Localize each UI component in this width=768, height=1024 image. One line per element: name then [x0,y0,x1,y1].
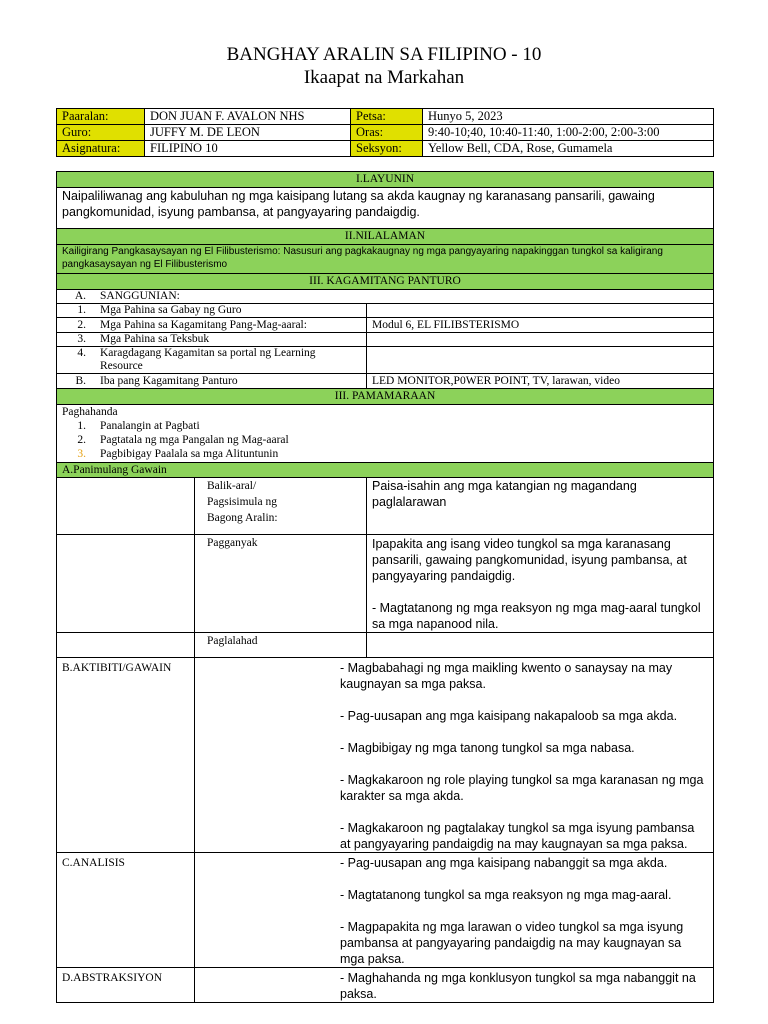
info-row [57,141,714,157]
nilalaman-text: Kailigirang Pangkasaysayan ng El Filibusterismo: Nasusuri ang pagkakaugnay ng mga pangyayaring napakinggan tungkol sa kaligirang pangkasaysayan ng El Filibusterismo [57,245,714,274]
item-value [367,333,714,347]
kagamitan-item [57,304,367,318]
kagamitan-item [57,318,367,333]
item-number: 3. [77,333,86,345]
paghahanda-label: Paghahanda [62,406,118,418]
item-label: Iba pang Kagamitang Panturo [100,375,238,387]
oras-label: Oras: [351,125,423,141]
sanggunian-letter: A. [74,290,86,302]
aktibiti-paragraph: - Pag-uusapan ang mga kaisipang nakapaloob sa mga akda. [340,709,678,723]
paaralan-value: DON JUAN F. AVALON NHS [145,109,351,125]
oras-value: 9:40-10;40, 10:40-11:40, 1:00-2:00, 2:00-3:00 [423,125,714,141]
aktibiti-label: B.AKTIBITI/GAWAIN [57,658,195,853]
pagganyak-paragraph: Ipapakita ang isang video tungkol sa mga karanasang pansarili, gawaing pangkomunidad, isyung pambansa, at pangyayaring pandaigdig. [372,537,687,583]
seksyon-value: Yellow Bell, CDA, Rose, Gumamela [423,141,714,157]
kagamitan-heading: III. KAGAMITANG PANTURO [57,274,714,290]
paghahanda-cell [57,405,714,463]
lesson-plan-table [56,171,714,1003]
sanggunian-label: SANGGUNIAN: [100,290,180,302]
aktibiti-paragraph: - Magkakaroon ng pagtalakay tungkol sa mga isyung pambansa at pangyayaring pandaigdig na may kaugnayan sa mga paksa. [340,821,695,851]
asignatura-label: Asignatura: [57,141,145,157]
aktibiti-paragraph: - Magbibigay ng mga tanong tungkol sa mga nabasa. [340,741,635,755]
pagganyak-paragraph: - Magtatanong ng mga reaksyon ng mga mag-aaral tungkol sa mga napanood nila. [372,601,701,631]
analisis-paragraph: - Magpapakita ng mga larawan o video tungkol sa mga isyung pambansa at pangyayaring pandaigdig na may kaugnayan sa mga paksa. [340,920,684,966]
paghahanda-item [62,447,708,461]
info-row [57,125,714,141]
item-text: Pagtatala ng mga Pangalan ng Mag-aaral [100,434,289,446]
paglalahad-label: Paglalahad [195,633,367,658]
item-text: Panalangin at Pagbati [100,420,200,432]
pagganyak-text [367,535,714,633]
item-letter: B. [75,375,86,387]
petsa-value: Hunyo 5, 2023 [423,109,714,125]
aktibiti-text [195,658,714,853]
panimulang-gawain-heading: A.Panimulang Gawain [57,463,714,478]
pagganyak-label: Pagganyak [195,535,367,633]
paghahanda-item [62,419,708,433]
paghahanda-item [62,433,708,447]
abstraksiyon-text: - Maghahanda ng mga konklusyon tungkol sa mga nabanggit na paksa. [195,968,714,1003]
kagamitan-item [57,333,367,347]
kagamitan-item [57,347,367,374]
guro-value: JUFFY M. DE LEON [145,125,351,141]
paaralan-label: Paaralan: [57,109,145,125]
document-title: BANGHAY ARALIN SA FILIPINO - 10 [226,44,542,65]
item-label: Karagdagang Kagamitan sa portal ng Learning Resource [100,347,316,372]
info-table [56,108,714,157]
analisis-label: C.ANALISIS [57,853,195,968]
sanggunian-row [57,290,714,304]
aktibiti-paragraph: - Magkakaroon ng role playing tungkol sa mga karanasan ng mga karakter sa mga akda. [340,773,704,803]
item-number: 4. [77,347,86,359]
layunin-text: Naipaliliwanag ang kabuluhan ng mga kaisipang lutang sa akda kaugnay ng karanasang pansarili, gawaing pangkomunidad, isyung pambansa, at pangyayaring pandaigdig. [57,188,714,229]
seksyon-label: Seksyon: [351,141,423,157]
paglalahad-text [367,633,714,658]
spacer-cell [57,535,195,633]
item-number: 2. [77,319,86,331]
iba-pang-kagamitan-row [57,374,367,389]
balik-aral-text: Paisa-isahin ang mga katangian ng magandang paglalarawan [367,478,714,535]
petsa-label: Petsa: [351,109,423,125]
nilalaman-heading: II.NILALAMAN [57,229,714,245]
item-text: Pagbibigay Paalala sa mga Alituntunin [100,448,279,460]
document-subtitle: Ikaapat na Markahan [303,67,465,88]
item-label: Mga Pahina sa Gabay ng Guro [100,304,242,316]
analisis-paragraph: - Pag-uusapan ang mga kaisipang nabanggit sa mga akda. [340,856,668,870]
asignatura-value: FILIPINO 10 [145,141,351,157]
balik-aral-label: Balik-aral/ Pagsisimula ng Bagong Aralin: [195,478,367,535]
item-value: Modul 6, EL FILIBSTERISMO [367,318,714,333]
info-row [57,109,714,125]
item-value [367,304,714,318]
item-number: 1. [77,420,86,432]
item-number: 1. [77,304,86,316]
item-label: Mga Pahina sa Kagamitang Pang-Mag-aaral: [100,319,307,331]
item-value [367,347,714,374]
layunin-heading: I.LAYUNIN [57,172,714,188]
item-number: 3. [77,448,86,460]
abstraksiyon-label: D.ABSTRAKSIYON [57,968,195,1003]
item-number: 2. [77,434,86,446]
item-value: LED MONITOR,P0WER POINT, TV, larawan, video [367,374,714,389]
analisis-paragraph: - Magtatanong tungkol sa mga reaksyon ng mga mag-aaral. [340,888,672,902]
aktibiti-paragraph: - Magbabahagi ng mga maikling kwento o sanaysay na may kaugnayan sa mga paksa. [340,661,673,691]
spacer-cell [57,478,195,535]
pamamaraan-heading: III. PAMAMARAAN [57,389,714,405]
analisis-text [195,853,714,968]
item-label: Mga Pahina sa Teksbuk [100,333,210,345]
spacer-cell [57,633,195,658]
guro-label: Guro: [57,125,145,141]
